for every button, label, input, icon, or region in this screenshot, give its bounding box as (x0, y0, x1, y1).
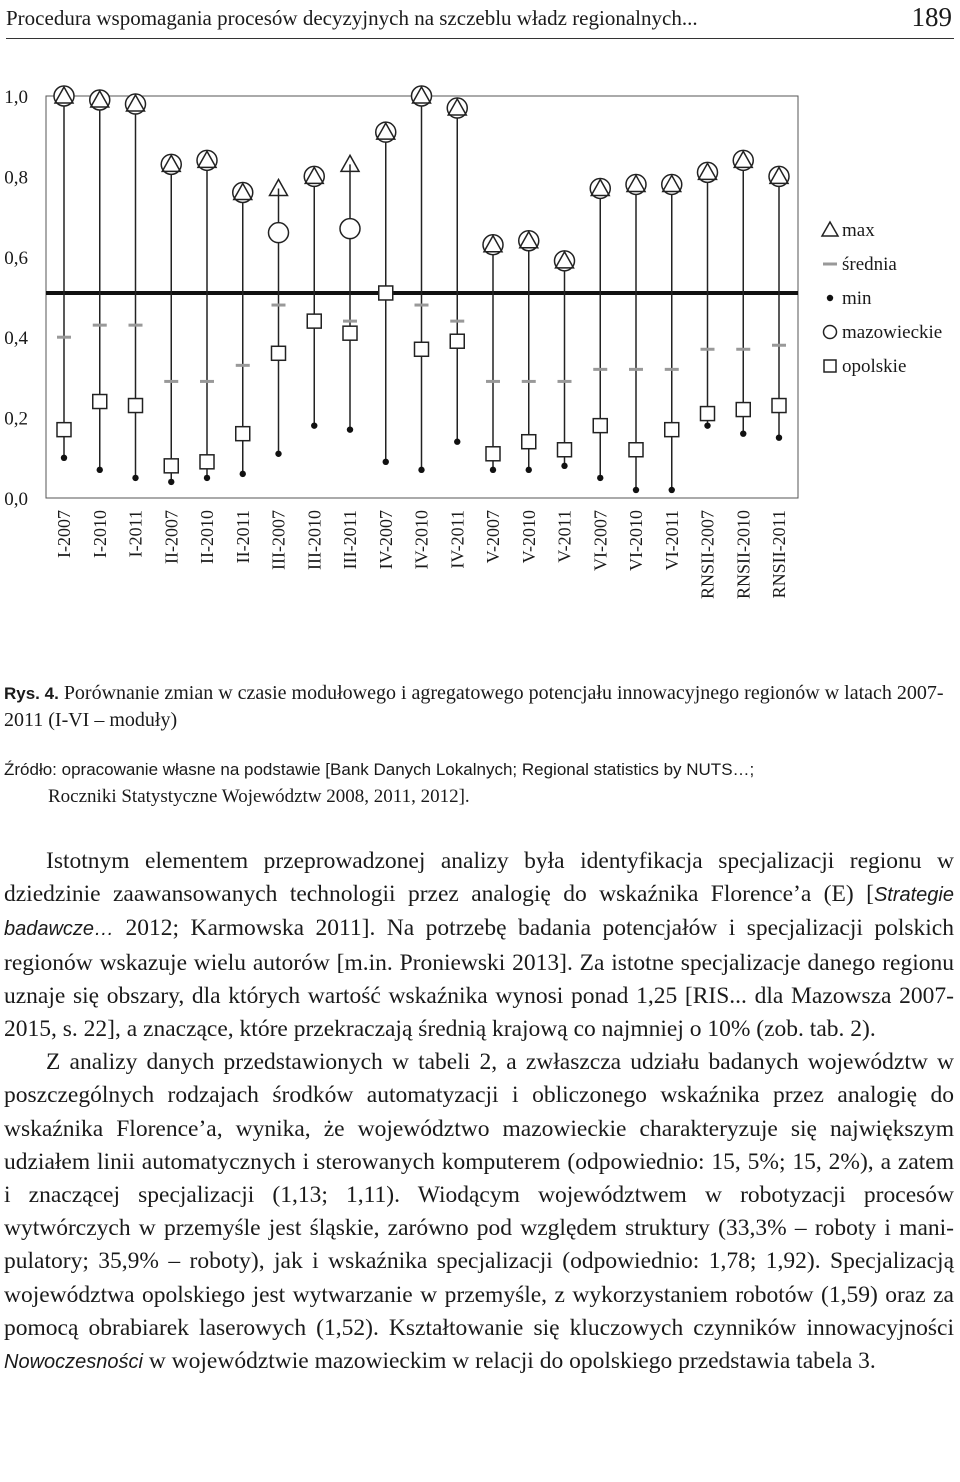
opolskie-square (307, 314, 321, 328)
opolskie-square (450, 334, 464, 348)
p2-text-b: w województwie mazowieckim w relacji do opolskiego przedstawia tabela 3. (142, 1348, 876, 1375)
min-dot (347, 426, 353, 432)
opolskie-square (200, 455, 214, 469)
min-dot (418, 467, 424, 473)
page-header (6, 2, 954, 39)
category-label: VI-2011 (661, 510, 682, 571)
running-title: Procedura wspomagania procesów decyzyjnych na szczeblu władz regionalnych... (6, 6, 698, 30)
y-tick-label: 0,2 (4, 408, 28, 430)
min-dot (383, 459, 389, 465)
category-label: II-2007 (161, 510, 182, 564)
mazowieckie-circle (340, 219, 360, 239)
opolskie-square (93, 395, 107, 409)
min-dot (740, 430, 746, 436)
opolskie-square (272, 346, 286, 360)
category-label: IV-2007 (375, 510, 396, 570)
min-dot (669, 487, 675, 493)
opolskie-square (558, 443, 572, 457)
opolskie-square (772, 399, 786, 413)
body-text (4, 845, 954, 1379)
category-label: RNSII-2011 (769, 510, 789, 599)
legend-mazowieckie-icon (824, 326, 837, 339)
mazowieckie-circle (269, 223, 289, 243)
opolskie-square (415, 342, 429, 356)
p1-italic: Strategie badawcze… (4, 884, 954, 941)
min-dot (132, 475, 138, 481)
legend-label: min (842, 288, 872, 309)
opolskie-square (665, 423, 679, 437)
min-dot (490, 467, 496, 473)
min-dot (61, 455, 67, 461)
category-label: I-2007 (54, 510, 74, 558)
opolskie-square (593, 419, 607, 433)
category-label: V-2007 (483, 510, 503, 564)
category-label: RNSII-2010 (733, 510, 754, 599)
min-dot (204, 475, 210, 481)
page-number: 189 (911, 2, 952, 32)
category-label: I-2010 (89, 510, 110, 558)
p1-text-a: Istotnym elementem przeprowadzonej analizy była identyfikacja specjalizacji regionu w dziedzinie zaawansowanych technologii przez analogię do wskaźnika Florence’a (E) [ (4, 848, 954, 908)
opolskie-square (522, 435, 536, 449)
category-label: VI-2007 (590, 510, 611, 571)
source-line-2: Roczniki Statystyczne Województw 2008, 2011, 2012]. (48, 786, 470, 807)
min-dot (275, 451, 281, 457)
category-label: II-2011 (232, 510, 253, 564)
opolskie-square (57, 423, 71, 437)
category-label: I-2011 (125, 510, 146, 558)
category-label: V-2011 (554, 510, 575, 563)
p2-text-a: Z analizy danych przedstawionych w tabeli 2, a zwłaszcza udziału badanych województw w poszczególnych rodzajach środków automatyzacji i obliczonego wskaźnika przez analogię do wskaźnika Florence’a, wynika, że województwo mazowieckie charakteryzuje się największym udziałem linii automatycznych i sterowanych komputerem (odpowiednio: 15, 5%; 15, 2%), a zatem i znaczącej specjalizacji (1,13; 1,11). Wiodącym województwem w robotyzacji procesów wytwórczych w przemyśle jest śląskie, zarówno pod względem struktury (33,3% – roboty i manipulatory; 35,9% – roboty), jak i wskaźnika specjalizacji (odpowiednio: 1,78; 1,92). Specjalizacją województwa opolskiego jest wytwarzanie w przemyśle, z wykorzystaniem robotów (1,59) oraz za pomocą obrabiarek laserowych (1,52). Kształtowanie się kluczowych czynników innowacyjności (4, 1049, 954, 1341)
legend-opolskie-icon (824, 360, 836, 372)
category-label: III-2011 (340, 510, 360, 570)
legend-min-icon (827, 295, 833, 301)
min-dot (633, 487, 639, 493)
opolskie-square (236, 427, 250, 441)
opolskie-square (343, 326, 357, 340)
y-tick-label: 0,6 (4, 247, 28, 269)
paragraph-2 (4, 1046, 954, 1379)
category-label: IV-2010 (411, 510, 432, 570)
y-tick-label: 0,8 (4, 167, 28, 189)
min-dot (526, 467, 532, 473)
min-dot (97, 467, 103, 473)
y-tick-label: 1,0 (4, 87, 28, 108)
min-dot (776, 435, 782, 441)
category-label: VI-2010 (626, 510, 646, 571)
y-tick-label: 0,4 (4, 328, 28, 350)
legend-max-icon (822, 222, 838, 236)
opolskie-square (701, 407, 715, 421)
legend-label: opolskie (842, 356, 907, 377)
min-dot (561, 463, 567, 469)
paragraph-1 (4, 845, 954, 1046)
category-label: V-2010 (518, 510, 539, 564)
figure-chart (0, 40, 960, 660)
opolskie-square (379, 286, 393, 300)
opolskie-square (736, 403, 750, 417)
caption-label: Rys. 4. (4, 684, 59, 703)
min-dot (597, 475, 603, 481)
opolskie-square (129, 399, 143, 413)
min-dot (454, 439, 460, 445)
p1-text-b: 2012; Karmowska 2011]. Na potrzebę badania potencjałów i specjalizacji polskich regionów wskazuje wielu autorów [m.in. Proniewski 2013]. Za istotne specjalizacje danego regionu uznaje się obszary, dla których wartość wskaźnika wynosi ponad 1,25 [RIS... dla Mazowsza 2007-2015, s. 22], a znaczące, które przekraczają średnią krajową co najmniej o 10% (zob. tab. 2). (4, 915, 954, 1043)
legend-label: max (842, 220, 875, 241)
opolskie-square (164, 459, 178, 473)
source-line-1: Źródło: opracowanie własne na podstawie [Bank Danych Lokalnych; Regional statistics by NUTS…; (4, 760, 755, 779)
min-dot (704, 422, 710, 428)
min-dot (240, 471, 246, 477)
p2-italic: Nowoczesności (4, 1351, 143, 1374)
figure-source (4, 756, 954, 810)
legend-label: średnia (842, 254, 897, 275)
min-dot (168, 479, 174, 485)
caption-text: Porównanie zmian w czasie modułowego i agregatowego potencjału innowacyjnego regionów w latach 2007-2011 (I-VI – moduły) (4, 682, 944, 731)
opolskie-square (486, 447, 500, 461)
y-tick-label: 0,0 (4, 489, 28, 510)
category-label: II-2010 (197, 510, 217, 564)
opolskie-square (629, 443, 643, 457)
category-label: III-2010 (304, 510, 325, 570)
category-label: IV-2011 (447, 510, 468, 569)
category-label: RNSII-2007 (697, 510, 718, 599)
category-label: III-2007 (268, 510, 289, 570)
min-dot (311, 422, 317, 428)
legend-label: mazowieckie (842, 322, 943, 343)
figure-caption (4, 680, 954, 734)
